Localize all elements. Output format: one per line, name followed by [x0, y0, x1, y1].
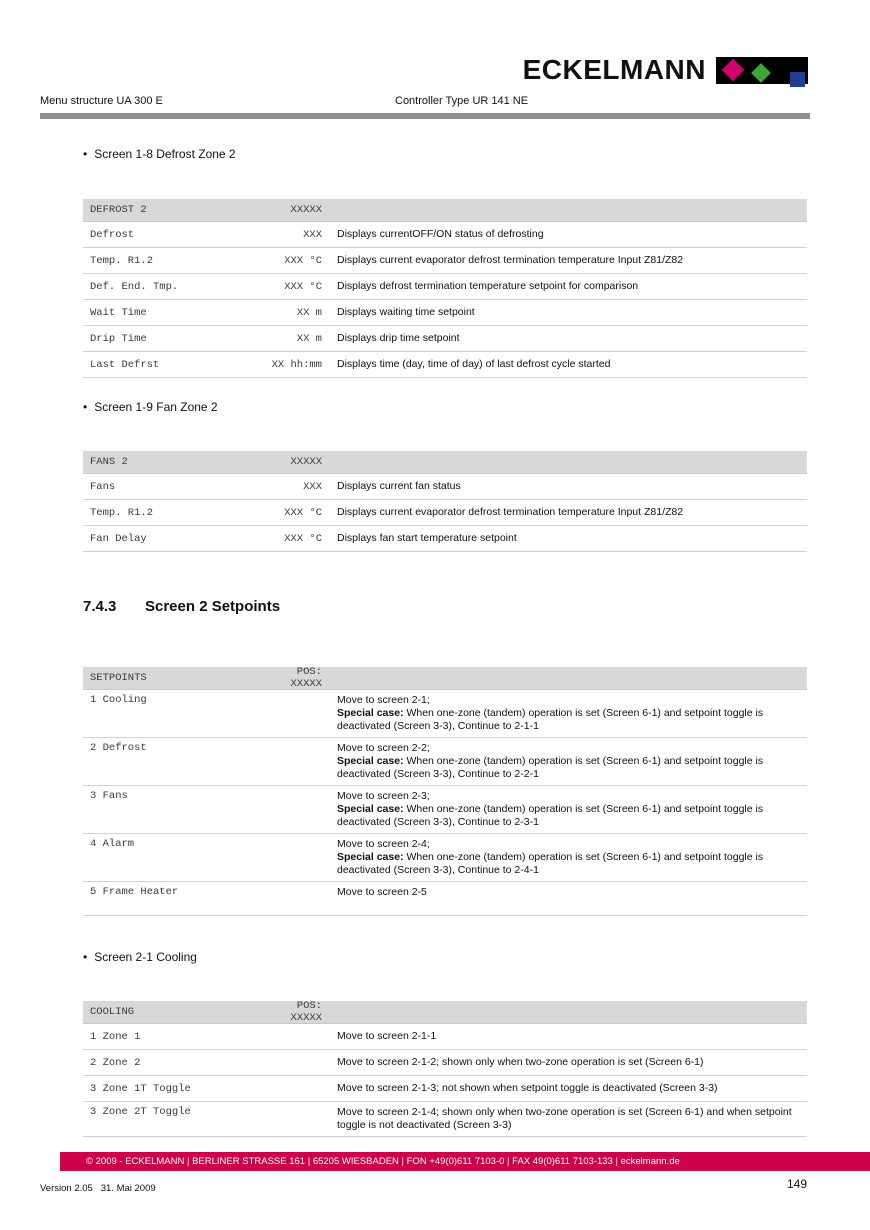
brand-name: ECKELMANN [522, 54, 706, 85]
row-label: Temp. R1.2 [90, 254, 154, 267]
table-cooling [83, 1001, 807, 1137]
section-title: Screen 2 Setpoints [145, 598, 281, 615]
table-title: SETPOINTS [90, 672, 147, 684]
row-description: Displays waiting time setpoint [337, 306, 475, 318]
row-description: Move to screen 2-1-1 [337, 1030, 437, 1042]
table-title: DEFROST 2 [90, 204, 147, 216]
table-header-row [83, 667, 807, 690]
eckelmann-logo [523, 54, 808, 86]
row-label: 3 Fans [90, 790, 128, 802]
row-value: XXX [303, 228, 322, 241]
row-label: Drip Time [90, 332, 147, 345]
table-row [83, 474, 807, 500]
row-label: 2 Defrost [90, 742, 147, 754]
table-row [83, 274, 807, 300]
table-header-row [83, 451, 807, 474]
row-description: Displays currentOFF/ON status of defrosting [337, 228, 544, 240]
table-row [83, 882, 807, 916]
logo-diamond-green-icon [751, 63, 771, 83]
row-description: Displays current fan status [337, 480, 461, 492]
table-row [83, 690, 807, 738]
table-row [83, 738, 807, 786]
table-row [83, 834, 807, 882]
table-row [83, 300, 807, 326]
table-row [83, 526, 807, 552]
table-header-value: POS: XXXXX [290, 666, 322, 690]
table-header-row [83, 1001, 807, 1024]
table-row [83, 1024, 807, 1050]
row-label: Def. End. Tmp. [90, 280, 179, 293]
footer-address-bar: © 2009 - ECKELMANN | BERLINER STRASSE 161 | 65205 WIESBADEN | FON +49(0)611 7103-0 | FAX 49(0)611 7103-133 | eckelmann.de [60, 1152, 870, 1171]
table-header-value: XXXXX [290, 456, 322, 468]
row-label: Last Defrst [90, 358, 160, 371]
row-description: Move to screen 2-3; Special case: When one-zone (tandem) operation is set (Screen 6-1) and setpoint toggle is deactivated (Screen 3-3), Continue to 2-3-1 [337, 790, 764, 828]
row-label: 2 Zone 2 [90, 1056, 141, 1069]
table-row [83, 1102, 807, 1137]
row-label: 1 Cooling [90, 694, 147, 706]
row-label: 4 Alarm [90, 838, 135, 850]
table-row [83, 1050, 807, 1076]
table-row [83, 352, 807, 378]
table-row [83, 326, 807, 352]
table-row [83, 786, 807, 834]
header-controller-type: Controller Type UR 141 NE [395, 95, 529, 107]
row-value: XXX °C [284, 506, 322, 519]
logo-mark [716, 57, 808, 84]
row-label: 1 Zone 1 [90, 1030, 141, 1043]
row-label: Defrost [90, 228, 135, 241]
row-description: Move to screen 2-2; Special case: When one-zone (tandem) operation is set (Screen 6-1) and setpoint toggle is deactivated (Screen 3-3), Continue to 2-2-1 [337, 742, 764, 780]
table-row [83, 248, 807, 274]
row-description: Move to screen 2-1-3; not shown when setpoint toggle is deactivated (Screen 3-3) [337, 1082, 718, 1094]
row-value: XX m [296, 306, 322, 319]
header-divider-bar [40, 113, 810, 119]
row-description: Move to screen 2-1-2; shown only when two-zone operation is set (Screen 6-1) [337, 1056, 704, 1068]
row-value: XXX °C [284, 280, 322, 293]
row-description: Move to screen 2-1-4; shown only when two-zone operation is set (Screen 6-1) and when setpoint toggle is not deactivated (Screen 3-3) [337, 1106, 792, 1131]
row-description: Displays time (day, time of day) of last defrost cycle started [337, 358, 611, 370]
row-value: XX m [296, 332, 322, 345]
table-setpoints [83, 667, 807, 916]
row-description: Move to screen 2-4; Special case: When one-zone (tandem) operation is set (Screen 6-1) and setpoint toggle is deactivated (Screen 3-3), Continue to 2-4-1 [337, 838, 764, 876]
table-title: COOLING [90, 1006, 135, 1018]
logo-square-blue-icon [790, 72, 805, 87]
row-label: 3 Zone 1T Toggle [90, 1082, 191, 1095]
row-description: Displays fan start temperature setpoint [337, 532, 517, 544]
table-title: FANS 2 [90, 456, 128, 468]
row-description: Displays current evaporator defrost termination temperature Input Z81/Z82 [337, 506, 684, 518]
table-fans-2 [83, 451, 807, 552]
row-description: Displays current evaporator defrost termination temperature Input Z81/Z82 [337, 254, 684, 266]
row-value: XXX [303, 480, 322, 493]
bullet-screen-2-1: • Screen 2-1 Cooling [83, 950, 197, 964]
bullet-screen-1-9: • Screen 1-9 Fan Zone 2 [83, 400, 218, 414]
header-menu-structure: Menu structure UA 300 E [40, 95, 163, 107]
table-header-value: POS: XXXXX [290, 1000, 322, 1024]
section-number: 7.4.3 [83, 598, 117, 615]
row-description: Displays defrost termination temperature setpoint for comparison [337, 280, 639, 292]
row-value: XX hh:mm [271, 358, 322, 371]
table-header-row [83, 199, 807, 222]
row-label: Fans [90, 480, 116, 493]
row-description: Displays drip time setpoint [337, 332, 460, 344]
page-number: 149 [786, 1177, 807, 1191]
row-label: Temp. R1.2 [90, 506, 154, 519]
version-date-label: Version 2.05 31. Mai 2009 [40, 1183, 156, 1194]
table-defrost-2 [83, 199, 807, 378]
row-description: Move to screen 2-1; Special case: When one-zone (tandem) operation is set (Screen 6-1) and setpoint toggle is deactivated (Screen 3-3), Continue to 2-1-1 [337, 694, 764, 732]
row-value: XXX °C [284, 532, 322, 545]
row-label: Wait Time [90, 306, 147, 319]
row-value: XXX °C [284, 254, 322, 267]
row-label: 5 Frame Heater [90, 886, 179, 898]
row-description: Move to screen 2-5 [337, 886, 427, 898]
logo-diamond-magenta-icon [722, 58, 745, 81]
table-header-value: XXXXX [290, 204, 322, 216]
table-row [83, 500, 807, 526]
table-row [83, 222, 807, 248]
row-label: Fan Delay [90, 532, 147, 545]
row-label: 3 Zone 2T Toggle [90, 1106, 191, 1118]
table-row [83, 1076, 807, 1102]
bullet-screen-1-8: • Screen 1-8 Defrost Zone 2 [83, 147, 236, 161]
section-heading [83, 598, 280, 615]
